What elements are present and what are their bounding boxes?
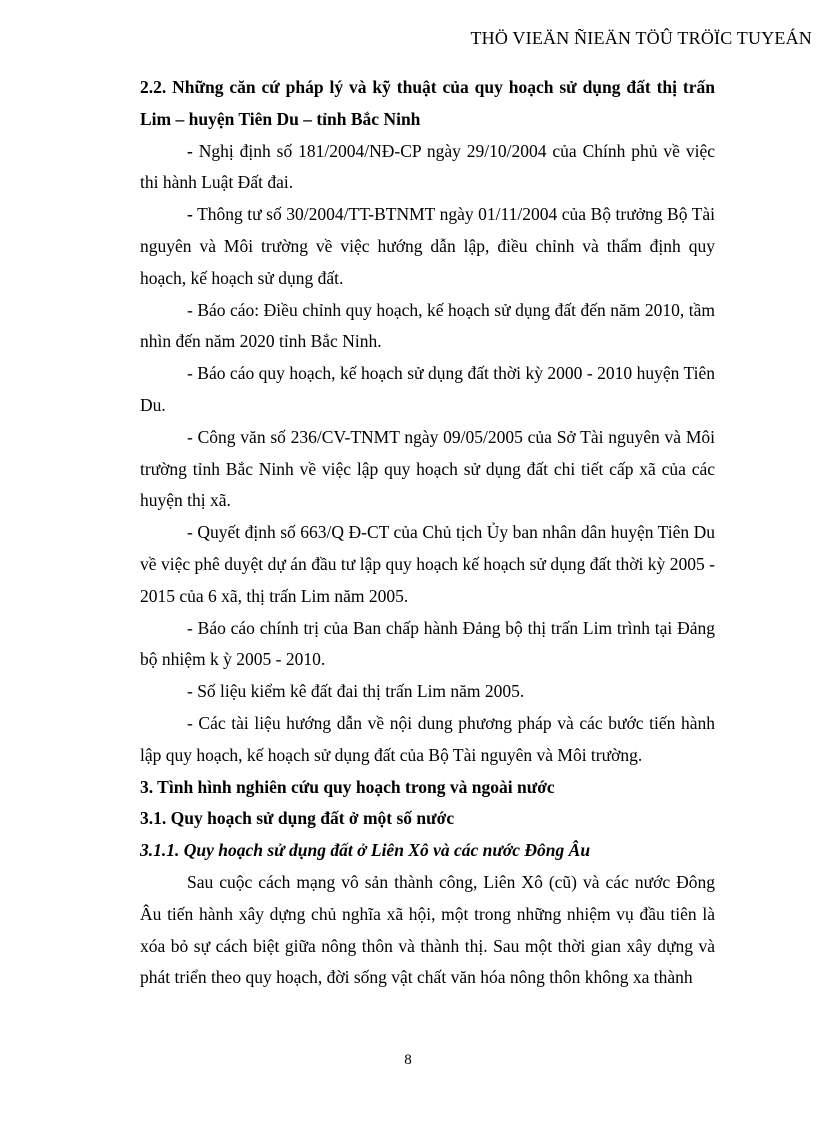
section-2-2-heading: 2.2. Những căn cứ pháp lý và kỹ thuật của quy hoạch sử dụng đất thị trấn Lim – huyện Tiên Du – tỉnh Bắc Ninh	[140, 77, 715, 129]
list-item	[140, 199, 715, 294]
section-3-heading: 3. Tình hình nghiên cứu quy hoạch trong và ngoài nước	[140, 776, 555, 797]
list-item: - Công văn số 236/CV-TNMT ngày 09/05/2005 của Sở Tài nguyên và Môi trường tỉnh Bắc Ninh về việc lập quy hoạch sử dụng đất chi tiết cấp xã của các huyện thị xã.	[140, 426, 715, 511]
list-item: - Báo cáo: Điều chỉnh quy hoạch, kế hoạch sử dụng đất đến năm 2010, tầm nhìn đến năm 2020 tỉnh Bắc Ninh.	[140, 299, 715, 352]
list-item: - Báo cáo chính trị của Ban chấp hành Đảng bộ thị trấn Lim trình tại Đảng bộ nhiệm k ỳ 2005 - 2010.	[140, 617, 715, 670]
page-number: 8	[404, 1052, 412, 1068]
section-3-1-heading: 3.1. Quy hoạch sử dụng đất ở một số nước	[140, 808, 455, 829]
item-dash: -	[187, 204, 193, 225]
list-item: - Báo cáo quy hoạch, kế hoạch sử dụng đất thời kỳ 2000 - 2010 huyện Tiên Du.	[140, 363, 715, 415]
item-dash: -	[187, 140, 193, 161]
list-item: - Quyết định số 663/Q Đ-CT của Chủ tịch Ủy ban nhân dân huyện Tiên Du về việc phê duyệt dự án đầu tư lập quy hoạch kế hoạch sử dụng đất thời kỳ 2005 - 2015 của 6 xã, thị trấn Lim năm 2005.	[140, 522, 715, 606]
document-body	[140, 72, 715, 994]
section-3-1-1-heading: 3.1.1. Quy hoạch sử dụng đất ở Liên Xô và các nước Đông Âu	[140, 840, 591, 861]
body-paragraph: Sau cuộc cách mạng vô sản thành công, Liên Xô (cũ) và các nước Đông Âu tiến hành xây dựng chủ nghĩa xã hội, một trong những nhiệm vụ đầu tiên là xóa bỏ sự cách biệt giữa nông thôn và thành thị. Sau một thời gian xây dựng và phát triển theo quy hoạch, đời sống vật chất văn hóa nông thôn không xa thành	[140, 871, 715, 988]
list-item: - Các tài liệu hướng dẫn về nội dung phương pháp và các bước tiến hành lập quy hoạch, kế hoạch sử dụng đất của Bộ Tài nguyên và Môi trường.	[140, 712, 715, 765]
page-header: THÖ VIEÄN ÑIEÄN TÖÛ TRÖÏC TUYEÁN	[470, 28, 812, 48]
list-item: - Số liệu kiểm kê đất đai thị trấn Lim năm 2005.	[187, 681, 525, 702]
list-item	[140, 136, 715, 200]
item-text: Nghị định số 181/2004/NĐ-CP ngày 29/10/2004 của Chính phủ về việc thi hành Luật Đất đai.	[140, 140, 715, 193]
item-text: Thông tư số 30/2004/TT-BTNMT ngày 01/11/2004 của Bộ trưởng Bộ Tài nguyên và Môi trường về việc hướng dẫn lập, điều chỉnh và thẩm định quy hoạch, kế hoạch sử dụng đất.	[140, 204, 715, 288]
